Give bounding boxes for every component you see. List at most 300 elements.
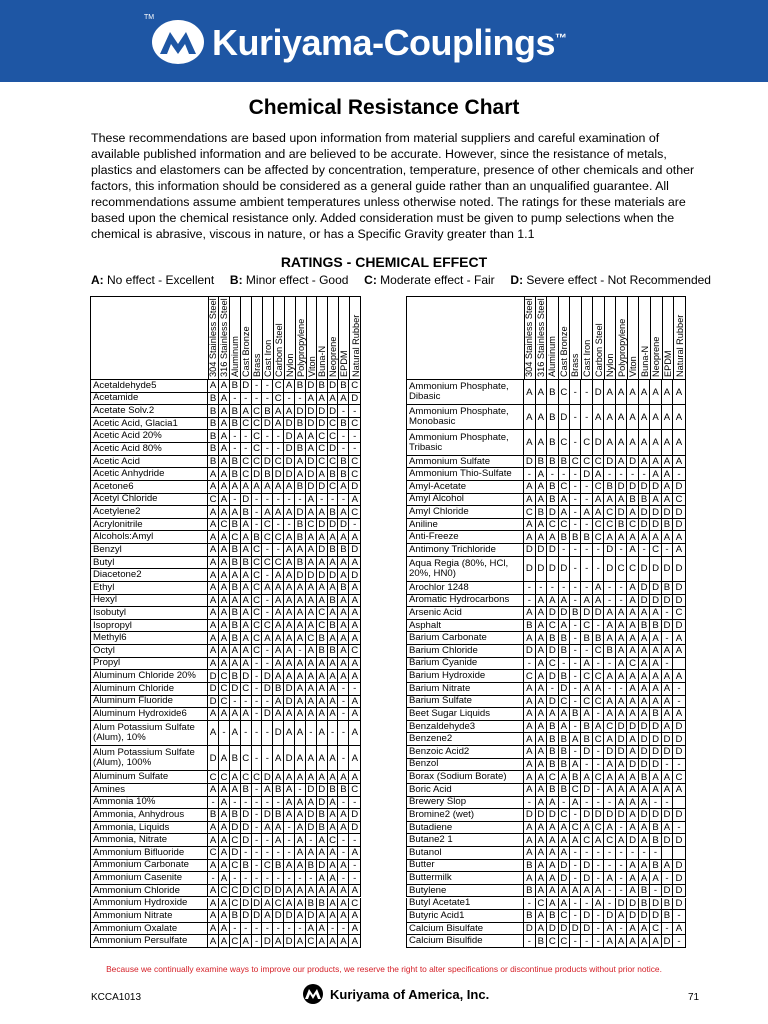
rating-cell: A: [604, 771, 615, 783]
rating-cell: D: [284, 456, 295, 468]
rating-cell: A: [219, 910, 230, 922]
rating-cell: A: [208, 860, 219, 872]
rating-cell: B: [338, 784, 349, 796]
rating-cell: D: [317, 481, 328, 493]
rating-cell: D: [284, 746, 295, 770]
rating-cell: D: [536, 544, 547, 556]
rating-cell: C: [675, 771, 683, 783]
rating-cell: C: [616, 557, 627, 581]
rating-cell: D: [306, 822, 317, 834]
rating-cell: -: [570, 658, 581, 670]
rating-cell: A: [547, 860, 558, 872]
rating-cell: A: [317, 771, 328, 783]
rating-cell: -: [662, 658, 673, 670]
rating-cell: A: [536, 910, 547, 922]
rating-cell: A: [295, 456, 306, 468]
rating-cell: A: [627, 708, 638, 720]
rating-cell: C: [252, 885, 263, 897]
rating-cell: C: [252, 569, 263, 581]
rating-cell: A: [338, 607, 349, 619]
rating-cell: C: [241, 683, 252, 695]
rating-cell: A: [627, 645, 638, 657]
rating-cell: -: [284, 494, 295, 506]
rating-cell: A: [284, 506, 295, 518]
rating-cell: A: [351, 727, 358, 739]
rating-cell: B: [524, 885, 535, 897]
rating-cell: -: [338, 721, 349, 745]
rating-cell: -: [570, 632, 581, 644]
rating-cell: B: [559, 733, 570, 745]
rating-cell: -: [262, 443, 273, 455]
rating-cell: A: [241, 531, 252, 543]
rating-cell: D: [241, 910, 252, 922]
rating-cell: A: [317, 935, 328, 947]
rating-cell: A: [604, 380, 615, 404]
rating-cell: A: [328, 898, 339, 910]
table-row: [90, 494, 361, 507]
rating-cell: B: [230, 809, 241, 821]
rating-cell: D: [559, 860, 570, 872]
chemical-name: Ammonia, Nitrate: [91, 834, 208, 846]
rating-cell: C: [219, 696, 230, 708]
rating-cell: B: [208, 418, 219, 430]
rating-cell: A: [208, 885, 219, 897]
rating-cell: A: [627, 582, 638, 594]
rating-cell: A: [627, 683, 638, 695]
rating-cell: A: [662, 481, 673, 493]
rating-cell: A: [328, 696, 339, 708]
rating-cell: B: [604, 481, 615, 493]
rating-cell: D: [675, 620, 683, 632]
chemical-name: Aluminum Fluoride: [91, 696, 208, 708]
rating-cell: D: [317, 569, 328, 581]
chemical-name: Acetic Acid 20%: [91, 430, 208, 442]
rating-cell: C: [351, 468, 359, 480]
rating-cell: -: [616, 885, 627, 897]
rating-cell: C: [230, 935, 241, 947]
chemical-name: Ammonium Phosphate, Dibasic: [407, 380, 524, 404]
rating-cell: B: [208, 430, 219, 442]
rating-cell: A: [219, 456, 230, 468]
rating-cell: -: [524, 468, 535, 480]
rating-cell: A: [338, 393, 349, 405]
rating-cell: -: [284, 847, 295, 859]
rating-cell: D: [616, 746, 627, 758]
rating-cell: A: [536, 670, 547, 682]
chemical-name: Acetic Anhydride: [91, 468, 208, 480]
rating-cell: A: [559, 834, 570, 846]
table-row: [406, 696, 686, 709]
rating-cell: -: [219, 721, 230, 745]
rating-cell: B: [295, 531, 306, 543]
rating-cell: A: [295, 898, 306, 910]
rating-cell: D: [604, 557, 615, 581]
rating-cell: A: [675, 645, 683, 657]
rating-cell: D: [317, 519, 328, 531]
rating-cell: -: [604, 468, 615, 480]
rating-cell: A: [295, 607, 306, 619]
rating-cell: -: [230, 797, 241, 809]
rating-cell: A: [524, 872, 535, 884]
table-row: [406, 632, 686, 645]
rating-cell: A: [351, 910, 358, 922]
table-row: [90, 519, 361, 532]
chemical-name: Amyl Alcohol: [407, 494, 524, 506]
rating-cell: D: [351, 481, 359, 493]
rating-cell: C: [559, 910, 570, 922]
rating-cell: A: [219, 468, 230, 480]
rating-cell: C: [208, 771, 219, 783]
rating-cell: D: [650, 519, 661, 531]
rating-cell: A: [295, 595, 306, 607]
rating-cell: A: [351, 752, 358, 764]
rating-cell: A: [675, 632, 683, 644]
rating-cell: D: [581, 468, 592, 480]
chemical-name: Barium Sulfate: [407, 696, 524, 708]
rating-cell: A: [273, 405, 284, 417]
rating-cell: A: [536, 531, 547, 543]
rating-cell: A: [338, 595, 349, 607]
rating-cell: A: [295, 544, 306, 556]
column-header-label: Neoprene: [651, 336, 662, 377]
rating-cell: A: [219, 620, 230, 632]
rating-cell: A: [627, 607, 638, 619]
rating-cell: -: [273, 847, 284, 859]
rating-cell: A: [559, 822, 570, 834]
rating-cell: A: [219, 443, 230, 455]
rating-cell: B: [604, 645, 615, 657]
rating-cell: A: [328, 632, 339, 644]
column-header: [339, 297, 350, 379]
table-row: [406, 797, 686, 810]
rating-cell: -: [593, 860, 604, 872]
rating-cell: -: [547, 582, 558, 594]
rating-cell: B: [616, 519, 627, 531]
table-row: [90, 822, 361, 835]
rating-cell: A: [295, 885, 306, 897]
rating-cell: C: [627, 557, 638, 581]
rating-cell: D: [306, 569, 317, 581]
rating-cell: C: [351, 645, 359, 657]
chemical-name: Barium Hydroxide: [407, 670, 524, 682]
rating-cell: A: [536, 721, 547, 733]
table-row: [90, 898, 361, 911]
rating-cell: A: [284, 380, 295, 392]
rating-cell: C: [593, 670, 604, 682]
rating-cell: A: [230, 481, 241, 493]
rating-cell: A: [559, 506, 570, 518]
rating-cell: A: [317, 834, 328, 846]
rating-cell: -: [241, 393, 252, 405]
rating-cell: A: [650, 784, 661, 796]
rating-cell: A: [593, 683, 604, 695]
rating-cell: B: [593, 632, 604, 644]
table-row: [406, 405, 686, 430]
rating-cell: -: [581, 494, 592, 506]
rating-cell: A: [241, 582, 252, 594]
rating-cell: B: [317, 809, 328, 821]
rating-cell: A: [328, 771, 339, 783]
rating-cell: D: [284, 910, 295, 922]
rating-cell: A: [570, 759, 581, 771]
chemical-name: Butylene: [407, 885, 524, 897]
column-header-label: Cast Iron: [582, 339, 593, 377]
rating-cell: A: [273, 645, 284, 657]
rating-cell: A: [241, 481, 252, 493]
rating-cell: D: [559, 872, 570, 884]
rating-cell: C: [547, 658, 558, 670]
rating-cell: A: [230, 708, 241, 720]
rating-cell: A: [627, 506, 638, 518]
rating-cell: A: [295, 620, 306, 632]
rating-cell: A: [241, 569, 252, 581]
rating-cell: -: [252, 797, 263, 809]
rating-cell: B: [338, 582, 349, 594]
column-header-label: Natural Rubber: [674, 314, 685, 377]
rating-cell: A: [219, 380, 230, 392]
rating-cell: A: [524, 607, 535, 619]
rating-cell: -: [604, 683, 615, 695]
chemical-name: Acetic Acid 80%: [91, 443, 208, 455]
rating-cell: D: [639, 506, 650, 518]
rating-cell: A: [317, 670, 328, 682]
rating-cell: A: [604, 620, 615, 632]
rating-cell: A: [536, 885, 547, 897]
rating-cell: A: [639, 822, 650, 834]
rating-cell: -: [604, 582, 615, 594]
ratings-legend: [91, 273, 711, 287]
rating-cell: -: [627, 847, 638, 859]
column-header-label: Nylon: [605, 353, 616, 377]
chemical-name: Ammonium Persulfate: [91, 935, 208, 947]
rating-cell: -: [353, 519, 357, 531]
rating-cell: A: [616, 380, 627, 404]
rating-cell: B: [230, 456, 241, 468]
rating-cell: D: [351, 569, 359, 581]
chemical-name: Asphalt: [407, 620, 524, 632]
table-row: [90, 860, 361, 873]
rating-cell: A: [317, 506, 328, 518]
rating-cell: -: [662, 759, 673, 771]
rating-cell: -: [241, 923, 252, 935]
rating-cell: [662, 847, 673, 859]
rating-cell: A: [650, 935, 661, 947]
chemical-name: Benzol: [407, 759, 524, 771]
rating-cell: B: [536, 935, 547, 947]
rating-cell: D: [559, 405, 570, 429]
rating-cell: B: [338, 544, 349, 556]
rating-cell: -: [353, 443, 357, 455]
rating-cell: D: [616, 506, 627, 518]
rating-cell: -: [262, 797, 273, 809]
chemical-name: Ammonium Thio-Sulfate: [407, 468, 524, 480]
rating-cell: A: [338, 935, 349, 947]
rating-cell: A: [524, 759, 535, 771]
chemical-name: Barium Nitrate: [407, 683, 524, 695]
rating-cell: A: [604, 872, 615, 884]
rating-cell: A: [219, 418, 230, 430]
rating-cell: -: [570, 872, 581, 884]
rating-cell: A: [604, 708, 615, 720]
column-header: [651, 297, 663, 379]
rating-cell: -: [581, 898, 592, 910]
rating-cell: A: [547, 531, 558, 543]
rating-cell: A: [284, 809, 295, 821]
rating-cell: A: [616, 494, 627, 506]
rating-cell: A: [650, 430, 661, 454]
footer-company: Kuriyama of America, Inc.: [330, 987, 490, 1002]
table-row: [406, 544, 686, 557]
rating-cell: -: [593, 708, 604, 720]
column-header-label: Neoprene: [328, 336, 339, 377]
rating-cell: D: [604, 544, 615, 556]
rating-cell: D: [581, 784, 592, 796]
rating-cell: A: [547, 797, 558, 809]
rating-cell: C: [593, 696, 604, 708]
rating-cell: -: [262, 607, 273, 619]
rating-cell: -: [570, 430, 581, 454]
rating-cell: A: [317, 696, 328, 708]
column-header: [559, 297, 571, 379]
chemical-name: Ammonium Phosphate, Monobasic: [407, 405, 524, 429]
rating-cell: A: [295, 860, 306, 872]
rating-cell: -: [262, 380, 273, 392]
rating-cell: C: [252, 645, 263, 657]
legend-text: Moderate effect - Fair: [376, 273, 495, 287]
chemical-name: Methyl6: [91, 632, 208, 644]
rating-cell: A: [317, 885, 328, 897]
column-header: [307, 297, 318, 379]
chemical-name: Ammonia, Anhydrous: [91, 809, 208, 821]
table-row: [90, 557, 361, 570]
rating-cell: D: [295, 506, 306, 518]
rating-cell: B: [650, 708, 661, 720]
rating-cell: D: [273, 721, 284, 745]
rating-cell: D: [675, 594, 683, 606]
rating-cell: D: [639, 557, 650, 581]
table-row: [406, 645, 686, 658]
rating-cell: D: [208, 746, 219, 770]
rating-cell: -: [252, 935, 263, 947]
rating-cell: A: [639, 683, 650, 695]
rating-cell: -: [338, 494, 349, 506]
rating-cell: D: [604, 910, 615, 922]
column-header-label: Viton: [628, 356, 639, 377]
page-number: 71: [688, 992, 700, 1003]
rating-cell: A: [627, 746, 638, 758]
rating-cell: B: [317, 380, 328, 392]
rating-cell: A: [536, 797, 547, 809]
rating-cell: -: [338, 683, 349, 695]
rating-cell: A: [662, 494, 673, 506]
rating-cell: A: [536, 733, 547, 745]
rating-cell: D: [262, 708, 273, 720]
table-row: [90, 721, 361, 746]
chemical-name: Acetamide: [91, 393, 208, 405]
rating-cell: D: [317, 544, 328, 556]
rating-cell: -: [252, 670, 263, 682]
rating-cell: B: [639, 771, 650, 783]
column-header: [616, 297, 628, 379]
rating-cell: A: [559, 771, 570, 783]
rating-cell: D: [675, 885, 683, 897]
rating-cell: A: [219, 544, 230, 556]
rating-cell: A: [524, 531, 535, 543]
table-row: [90, 670, 361, 683]
rating-cell: -: [570, 935, 581, 947]
rating-cell: -: [252, 834, 263, 846]
rating-cell: A: [351, 582, 358, 594]
rating-cell: A: [273, 595, 284, 607]
rating-cell: A: [273, 418, 284, 430]
rating-cell: A: [230, 771, 241, 783]
rating-cell: -: [241, 721, 252, 745]
kuriyama-logo-icon: [152, 20, 204, 64]
chemical-name: Ammonium Oxalate: [91, 923, 208, 935]
rating-cell: A: [351, 708, 358, 720]
rating-cell: A: [616, 834, 627, 846]
legend-text: No effect - Excellent: [103, 273, 215, 287]
rating-cell: A: [273, 822, 284, 834]
rating-cell: A: [627, 784, 638, 796]
rating-cell: A: [284, 544, 295, 556]
rating-cell: A: [208, 620, 219, 632]
rating-cell: A: [675, 784, 683, 796]
rating-cell: A: [616, 784, 627, 796]
rating-cell: A: [662, 860, 673, 872]
rating-cell: A: [208, 708, 219, 720]
rating-cell: D: [662, 733, 673, 745]
rating-cell: B: [547, 759, 558, 771]
table-row: [406, 519, 686, 532]
rating-cell: B: [208, 809, 219, 821]
rating-cell: D: [559, 923, 570, 935]
rating-cell: B: [328, 784, 339, 796]
rating-cell: C: [241, 771, 252, 783]
rating-cell: B: [524, 620, 535, 632]
rating-cell: B: [230, 519, 241, 531]
table-row: [90, 771, 361, 784]
rating-cell: A: [328, 557, 339, 569]
rating-cell: A: [219, 645, 230, 657]
chemical-name: Buttermilk: [407, 872, 524, 884]
rating-cell: B: [536, 506, 547, 518]
rating-cell: -: [570, 557, 581, 581]
rating-cell: -: [662, 607, 673, 619]
rating-cell: A: [306, 696, 317, 708]
rating-cell: A: [559, 847, 570, 859]
rating-cell: -: [252, 683, 263, 695]
rating-cell: -: [317, 494, 328, 506]
rating-cell: -: [252, 860, 263, 872]
rating-cell: -: [581, 519, 592, 531]
rating-cell: A: [616, 632, 627, 644]
rating-cell: -: [241, 847, 252, 859]
rating-cell: D: [284, 935, 295, 947]
rating-cell: A: [284, 595, 295, 607]
rating-cell: D: [208, 683, 219, 695]
rating-cell: A: [208, 481, 219, 493]
rating-cell: C: [581, 620, 592, 632]
rating-cell: D: [650, 898, 661, 910]
rating-cell: -: [353, 430, 357, 442]
rating-cell: -: [593, 935, 604, 947]
rating-cell: B: [547, 733, 558, 745]
rating-cell: B: [295, 380, 306, 392]
chemical-name: Bromine2 (wet): [407, 809, 524, 821]
rating-cell: -: [328, 494, 339, 506]
rating-cell: -: [230, 696, 241, 708]
